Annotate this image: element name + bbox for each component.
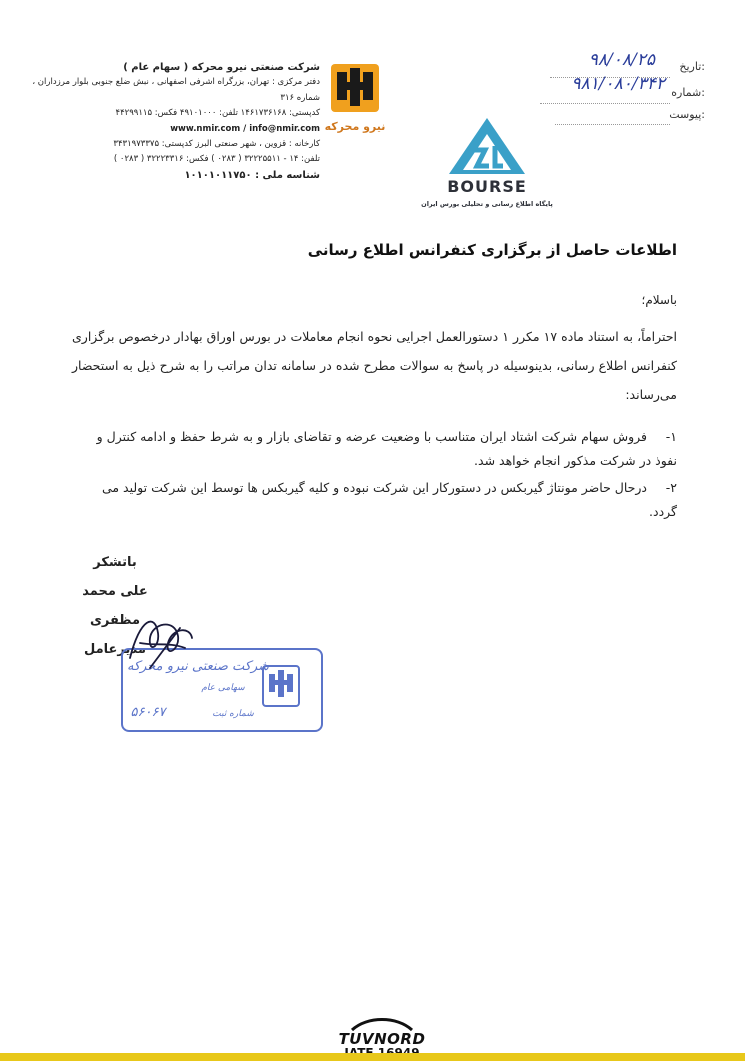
bourse-logo-subtitle: پایگاه اطلاع رسانی و تحلیلی بورس ایران xyxy=(421,200,553,208)
number-underline xyxy=(540,103,670,104)
company-name: شرکت صنعتی نیرو محرکه ( سهام عام ) xyxy=(123,62,320,73)
letter-title: اطلاعات حاصل از برگزاری کنفرانس اطلاع رسانی xyxy=(307,241,677,259)
stamp-type: سهامی عام xyxy=(201,683,245,693)
list-item-text: درحال حاضر مونتاژ گیربکس در دستورکار این شرکت نبوده و کلیه گیربکس ها توسط این شرکت تولید می گردد. xyxy=(101,480,677,519)
list-item xyxy=(72,425,677,473)
date-value: ۹۸/۰۸/۲۵ xyxy=(588,50,655,70)
stamp-company: شرکت صنعتی نیرو محرکه xyxy=(126,659,270,674)
company-hq-address: دفتر مرکزی : تهران، بزرگراه اشرفی اصفهانی ، نبش ضلع جنوبی بلوار مرزداران ، شماره ۳۱۶ xyxy=(32,77,320,103)
number-field xyxy=(671,86,705,99)
company-logo xyxy=(324,64,386,142)
attachment-label: پیوست: xyxy=(669,108,705,121)
signature xyxy=(120,598,200,678)
date-field xyxy=(679,60,705,73)
attachment-field xyxy=(669,108,705,121)
number-value: ۹۸۱/۰۸۰/۳۴۲ xyxy=(571,74,665,94)
list-item-number: ۱- xyxy=(665,429,677,444)
number-label: شماره: xyxy=(671,86,705,99)
company-national-id: شناسه ملی : ۱۰۱۰۱۰۱۱۷۵۰ xyxy=(184,169,320,181)
company-logo-text: نیرو محرکه xyxy=(324,120,386,133)
stamp-reg-number: ۵۶۰۶۷ xyxy=(130,705,166,720)
letter-paragraph: احتراماً، به استناد ماده ۱۷ مکرر ۱ دستورالعمل اجرایی نحوه انجام معاملات در بورس اوراق بهادار درخصوص برگزاری کنفرانس اطلاع رسانی، بدینوسیله در پاسخ به سوالات مطرح شده در سامانه تدان مراتب را به شرح ذیل به استحضار می‌رساند: xyxy=(72,329,677,402)
bourse-logo xyxy=(421,116,553,212)
date-label: تاریخ: xyxy=(679,60,705,73)
bourse-logo-text: BOURSE xyxy=(447,177,527,196)
company-factory-contact: تلفن: ۱۴ - ۳۲۲۲۵۵۱۱ ( ۰۲۸۳ ) فکس: ۳۲۲۲۳۳۱۶ ( ۰۲۸۳ ) xyxy=(113,154,320,165)
company-factory-address: کارخانه : قزوین ، شهر صنعتی البرز کدپستی: ۳۴۳۱۹۷۳۳۷۵ xyxy=(113,139,320,150)
letter-salutation: باسلام؛ xyxy=(641,293,677,307)
signer-name: علی محمد مظفری xyxy=(82,584,148,628)
closing-thanks: باتشکر xyxy=(93,555,137,570)
stamp-reg-label: شماره ثبت xyxy=(212,709,254,719)
company-header xyxy=(30,60,320,183)
attachment-underline xyxy=(555,124,670,125)
list-item xyxy=(72,476,677,524)
list-item-text: فروش سهام شرکت اشتاد ایران متناسب با وضعیت عرضه و تقاضای بازار و به شرط حفظ و ادامه کنترل و نفوذ در شرکت مذکور انجام خواهد شد. xyxy=(96,429,677,468)
signer-title: مدیرعامل xyxy=(84,642,146,657)
footer-bar xyxy=(0,1053,745,1061)
company-web: www.nmir.com / info@nmir.com xyxy=(170,123,320,134)
tuv-brand: TUVNORD xyxy=(338,1030,426,1048)
list-item-number: ۲- xyxy=(665,480,677,495)
company-hq-contact: کدپستی: ۱۴۶۱۷۳۶۱۶۸ تلفن: ۴۹۱۰۱۰۰۰ فکس: ۴۴۲۹۹۱۱۵ xyxy=(115,108,320,119)
